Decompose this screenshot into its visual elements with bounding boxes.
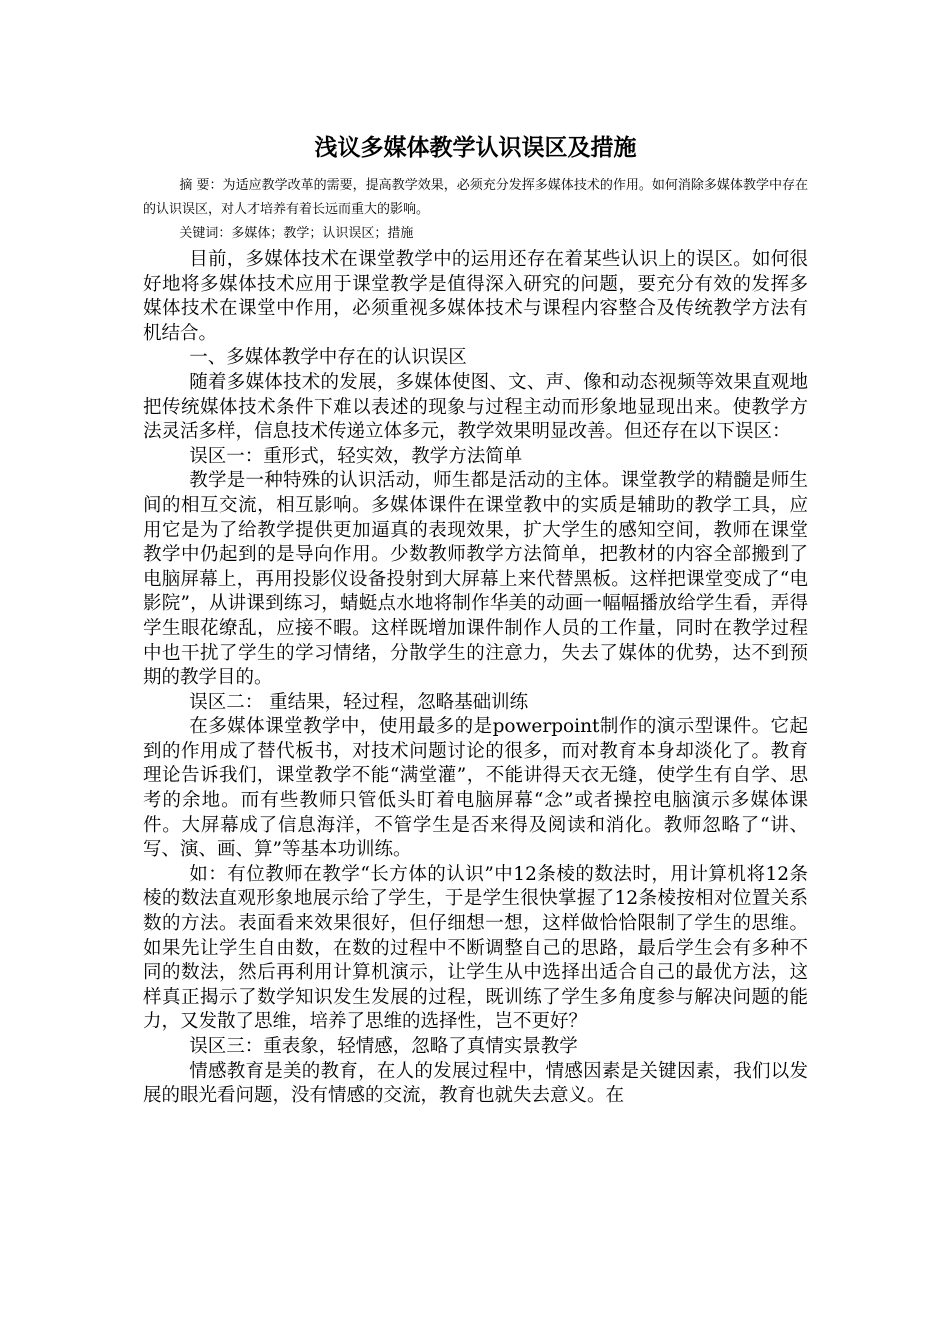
keywords: 关键词：多媒体；教学；认识误区；措施 bbox=[179, 226, 414, 241]
paragraph: 在多媒体课堂教学中，使用最多的是powerpoint制作的演示型课件。它起到的作用成了替代板书，对技术问题讨论的很多，而对教育本身却淡化了。教育理论告诉我们，课堂教学不能“满堂灌”，不能讲得天衣无缝，使学生有自学、思考的余地。而有些教师只管低头盯着电脑屏幕“念”或者操控电脑演示多媒体课件。大屏幕成了信息海洋，不管学生是否来得及阅读和消化。教师忽略了“讲、写、演、画、算”等基本功训练。 bbox=[143, 716, 808, 861]
paragraph: 随着多媒体技术的发展，多媒体使图、文、声、像和动态视频等效果直观地把传统媒体技术条件下难以表述的现象与过程主动而形象地显现出来。使教学方法灵活多样，信息技术传递立体多元，教学效果明显改善。但还存在以下误区： bbox=[143, 371, 808, 443]
subheading-misconception-1: 误区一：重形式，轻实效，教学方法简单 bbox=[189, 445, 523, 467]
document-title: 浅议多媒体教学认识误区及措施 bbox=[314, 135, 637, 161]
subheading-misconception-3: 误区三：重表象，轻情感，忽略了真情实景教学 bbox=[189, 1036, 578, 1057]
abstract: 摘 要：为适应教学改革的需要，提高教学效果，必须充分发挥多媒体技术的作用。如何消除多媒体教学中存在的认识误区，对人才培养有着长远而重大的影响。 bbox=[143, 178, 808, 217]
document-page bbox=[143, 128, 808, 1109]
paragraph: 教学是一种特殊的认识活动，师生都是活动的主体。课堂教学的精髓是师生间的相互交流，相互影响。多媒体课件在课堂教中的实质是辅助的教学工具，应用它是为了给教学提供更加逼真的表现效果，扩大学生的感知空间，教师在课堂教学中仍起到的是导向作用。少数教师教学方法简单，把教材的内容全部搬到了电脑屏幕上，再用投影仪设备投射到大屏幕上来代替黑板。这样把课堂变成了“电影院”，从讲课到练习，蜻蜓点水地将制作华美的动画一幅幅播放给学生看，弄得学生眼花缭乱，应接不暇。这样既增加课件制作人员的工作量，同时在教学过程中也干扰了学生的学习情绪，分散学生的注意力，失去了媒体的优势，达不到预期的教学目的。 bbox=[143, 470, 808, 689]
section-heading-1: 一、多媒体教学中存在的认识误区 bbox=[189, 347, 467, 369]
paragraph-intro: 目前，多媒体技术在课堂教学中的运用还存在着某些认识上的误区。如何很好地将多媒体技术应用于课堂教学是值得深入研究的问题，要充分有效的发挥多媒体技术在课堂中作用，必须重视多媒体技术与课程内容整合及传统教学方法有机结合。 bbox=[143, 249, 808, 344]
paragraph: 情感教育是美的教育，在人的发展过程中，情感因素是关键因素，我们以发展的眼光看问题，没有情感的交流，教育也就失去意义。在 bbox=[143, 1060, 808, 1107]
paragraph-example: 如：有位教师在教学“长方体的认识”中12条棱的数法时，用计算机将12条棱的数法直观形象地展示给了学生，于是学生很快掌握了12条棱按相对位置关系数的方法。表面看来效果很好，但仔细想一想，这样做恰恰限制了学生的思维。如果先让学生自由数，在数的过程中不断调整自己的思路，最后学生会有多种不同的数法，然后再利用计算机演示，让学生从中选择出适合自己的最优方法，这样真正揭示了数学知识发生发展的过程，既训练了学生多角度参与解决问题的能力，又发散了思维，培养了思维的选择性，岂不更好？ bbox=[143, 863, 808, 1033]
subheading-misconception-2: 误区二： 重结果，轻过程，忽略基础训练 bbox=[189, 691, 529, 713]
